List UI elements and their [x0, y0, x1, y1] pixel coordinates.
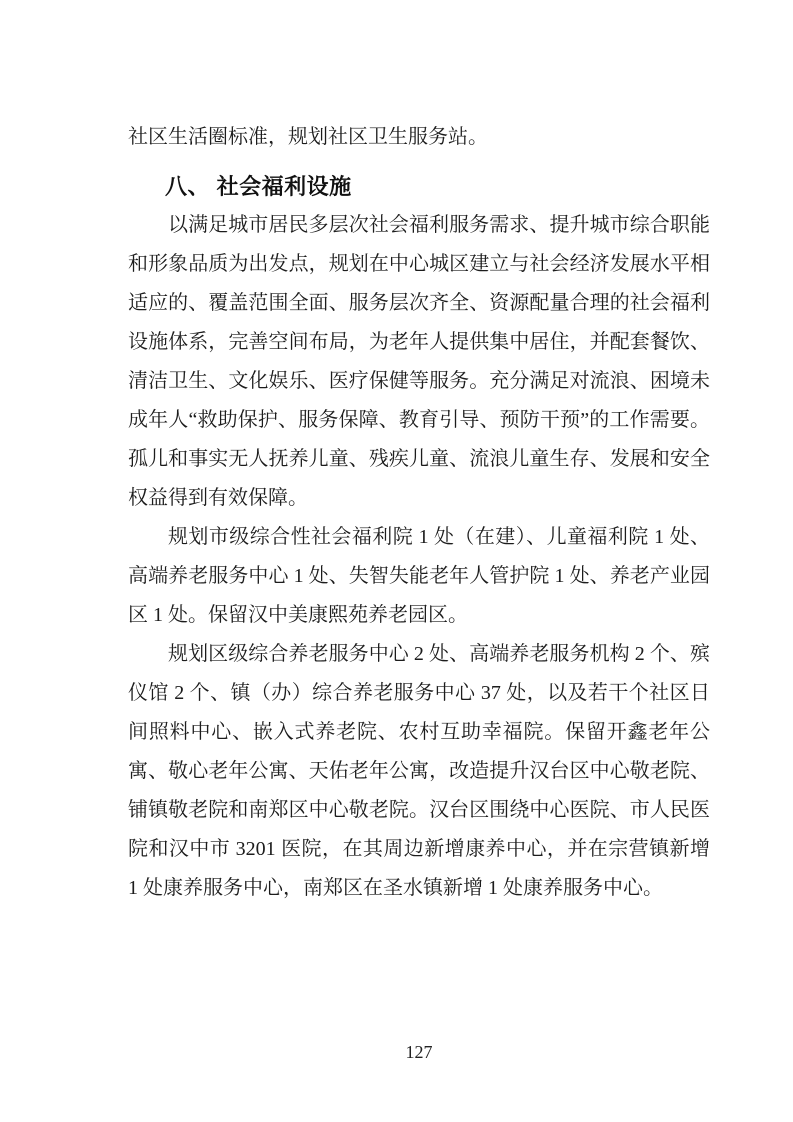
paragraph: 以满足城市居民多层次社会福利服务需求、提升城市综合职能和形象品质为出发点，规划在中心城区建立与社会经济发展水平相适应的、覆盖范围全面、服务层次齐全、资源配量合理的社会福利设施体系，完善空间布局，为老年人提供集中居住，并配套餐饮、清洁卫生、文化娱乐、医疗保健等服务。充分满足对流浪、困境未成年人“救助保护、服务保障、教育引导、预防干预”的工作需要。孤儿和事实无人抚养儿童、残疾儿童、流浪儿童生存、发展和安全权益得到有效保障。 [128, 214, 710, 509]
paragraph: 规划区级综合养老服务中心 2 处、高端养老服务机构 2 个、殡仪馆 2 个、镇（办）综合养老服务中心 37 处，以及若干个社区日间照料中心、嵌入式养老院、农村互助幸福院。保留开鑫老年公寓、敬心老年公寓、天佑老年公寓，改造提升汉台区中心敬老院、铺镇敬老院和南郑区中心敬老院。汉台区围绕中心医院、市人民医院和汉中市 3201 医院，在其周边新增康养中心，并在宗营镇新增 1 处康养服务中心，南郑区在圣水镇新增 1 处康养服务中心。 [128, 643, 710, 899]
page-number: 127 [405, 1042, 433, 1062]
text-block [128, 118, 710, 908]
section-heading: 八、 社会福利设施 [165, 174, 352, 199]
paragraph: 规划市级综合性社会福利院 1 处（在建）、儿童福利院 1 处、高端养老服务中心 1 处、失智失能老年人管护院 1 处、养老产业园区 1 处。保留汉中美康熙苑养老园区。 [128, 526, 710, 626]
paragraph-continuation: 社区生活圈标准，规划社区卫生服务站。 [128, 126, 488, 148]
